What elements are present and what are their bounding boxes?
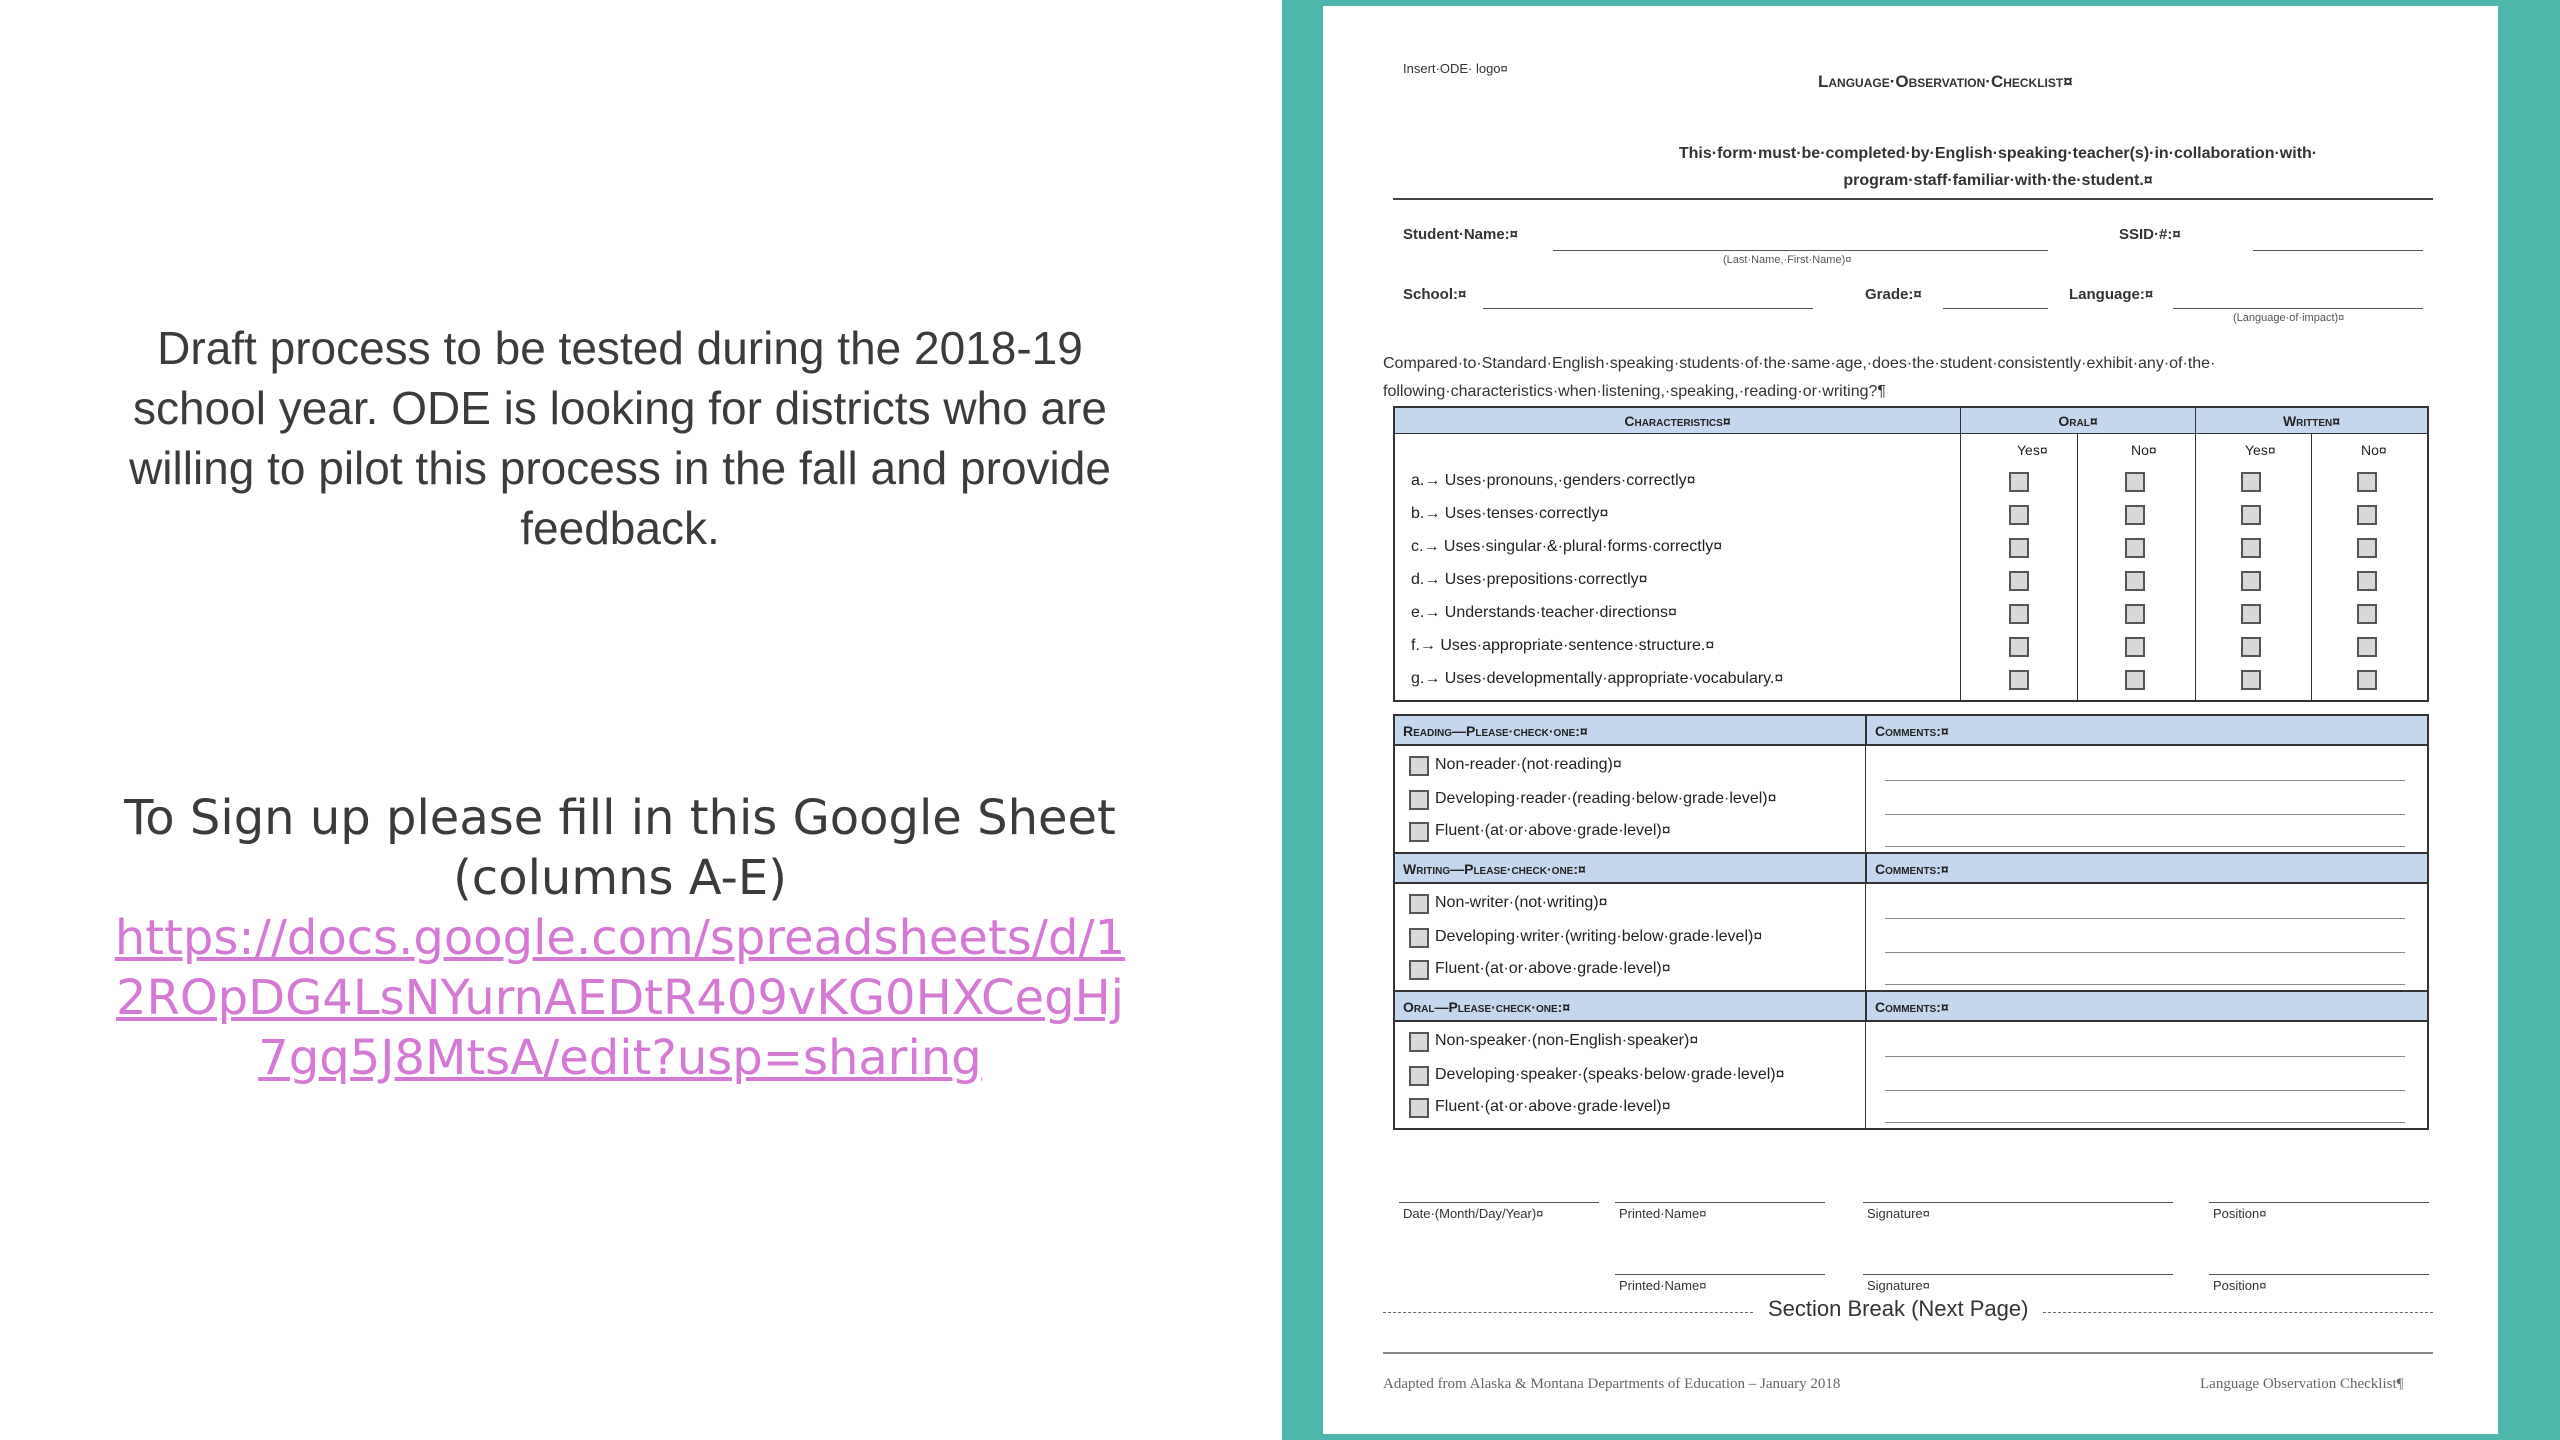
student-name-label: Student·Name:¤ [1403, 226, 1519, 243]
section-break-line-right [2043, 1312, 2433, 1314]
characteristic-checkbox[interactable] [2125, 505, 2145, 525]
position-label: Position¤ [2213, 1206, 2267, 1221]
signup-text: To Sign up please fill in this Google Sheet (columns A-E) [124, 790, 1116, 906]
signature-line-2[interactable] [1863, 1274, 2173, 1275]
characteristic-checkbox[interactable] [2125, 670, 2145, 690]
characteristic-row: e.→ Understands·teacher·directions¤ [1411, 604, 1677, 621]
signature-label-2: Signature¤ [1867, 1278, 1930, 1293]
school-label: School:¤ [1403, 286, 1467, 303]
logo-placeholder: Insert·ODE· logo¤ [1403, 61, 1508, 76]
characteristic-checkbox[interactable] [2009, 571, 2029, 591]
characteristic-checkbox[interactable] [2125, 538, 2145, 558]
characteristic-checkbox[interactable] [2241, 472, 2261, 492]
col-sep [1865, 992, 1866, 1128]
writing-option-checkbox[interactable] [1409, 928, 1429, 948]
question-text: Compared·to·Standard·English·speaking·students·of·the·same·age,·does·the·student·consistently·exhibit·any·of·the· following·characteristics·when·listening,·speaking,·reading·or·writing?¶ [1383, 355, 2216, 400]
instruction-text: This·form·must·be·completed·by·English·speaking·teacher(s)·in·collaboration·with· program·staff·familiar·with·the·student.¤ [1678, 145, 2318, 189]
oral-option-checkbox[interactable] [1409, 1098, 1429, 1118]
footer-rule [1383, 1352, 2433, 1354]
writing-option-checkbox[interactable] [1409, 894, 1429, 914]
header-divider [1393, 198, 2433, 200]
printed-name-label-2: Printed·Name¤ [1619, 1278, 1707, 1293]
characteristic-checkbox[interactable] [2125, 472, 2145, 492]
comment-line[interactable] [1885, 1090, 2405, 1091]
oral-section [1393, 990, 2429, 1130]
date-label: Date·(Month/Day/Year)¤ [1403, 1206, 1544, 1221]
position-label-2: Position¤ [2213, 1278, 2267, 1293]
printed-name-line-2[interactable] [1615, 1274, 1825, 1275]
oral-section-header: Oral—Please·check·one:¤ [1395, 992, 1865, 1022]
language-field[interactable] [2173, 308, 2423, 309]
oral-option: Fluent·(at·or·above·grade·level)¤ [1435, 1098, 1671, 1115]
school-field[interactable] [1483, 308, 1813, 309]
characteristic-checkbox[interactable] [2241, 571, 2261, 591]
comment-line[interactable] [1885, 814, 2405, 815]
characteristic-checkbox[interactable] [2009, 472, 2029, 492]
characteristic-checkbox[interactable] [2241, 538, 2261, 558]
writing-comments-header: Comments:¤ [1865, 854, 2427, 884]
reading-comments-header: Comments:¤ [1865, 716, 2427, 746]
oral-header: Oral¤ [1960, 408, 2195, 434]
col-sep [2077, 434, 2078, 700]
oral-option: Non-speaker·(non-English·speaker)¤ [1435, 1032, 1699, 1049]
characteristic-row: d.→ Uses·prepositions·correctly¤ [1411, 571, 1648, 588]
col-sep [1865, 854, 1866, 990]
google-sheet-link[interactable]: https://docs.google.com/spreadsheets/d/12ROpDG4LsNYurnAEDtR409vKG0HXCegHj7gq5J8MtsA/edit?usp=sharing [114, 910, 1126, 1086]
section-break-text: Section Break (Next Page) [1768, 1296, 2029, 1321]
characteristic-checkbox[interactable] [2241, 637, 2261, 657]
characteristic-row: a.→ Uses·pronouns,·genders·correctly¤ [1411, 472, 1696, 489]
reading-option: Developing·reader·(reading·below·grade·level)¤ [1435, 790, 1777, 807]
characteristic-checkbox[interactable] [2357, 571, 2377, 591]
characteristic-checkbox[interactable] [2357, 670, 2377, 690]
characteristic-row: f.→ Uses·appropriate·sentence·structure.¤ [1411, 637, 1715, 654]
footer-title: Language Observation Checklist¶ [2200, 1376, 2404, 1392]
signature-line[interactable] [1863, 1202, 2173, 1203]
reading-option: Non-reader·(not·reading)¤ [1435, 756, 1622, 773]
written-no-header: No¤ [2361, 442, 2387, 458]
col-sep [2195, 408, 2196, 700]
writing-header: Writing—Please·check·one:¤ [1395, 854, 1865, 884]
printed-name-label: Printed·Name¤ [1619, 1206, 1707, 1221]
characteristic-checkbox[interactable] [2357, 538, 2377, 558]
writing-section [1393, 852, 2429, 992]
reading-header: Reading—Please·check·one:¤ [1395, 716, 1865, 746]
col-sep [1865, 716, 1866, 852]
reading-option: Fluent·(at·or·above·grade·level)¤ [1435, 822, 1671, 839]
language-label: Language:¤ [2069, 286, 2154, 303]
characteristic-checkbox[interactable] [2125, 571, 2145, 591]
document-title: Language·Observation·Checklist¤ [1818, 72, 2073, 91]
name-hint: (Last·Name,·First·Name)¤ [1723, 254, 1852, 266]
reading-option-checkbox[interactable] [1409, 756, 1429, 776]
position-line-2[interactable] [2209, 1274, 2429, 1275]
writing-option: Fluent·(at·or·above·grade·level)¤ [1435, 960, 1671, 977]
characteristic-checkbox[interactable] [2357, 472, 2377, 492]
grade-label: Grade:¤ [1865, 286, 1922, 303]
language-hint: (Language·of·impact)¤ [2233, 312, 2345, 324]
characteristic-row: c.→ Uses·singular·&·plural·forms·correctly¤ [1411, 538, 1723, 555]
signup-block [110, 788, 1130, 1088]
col-sep [1960, 408, 1961, 700]
grade-field[interactable] [1943, 308, 2048, 309]
student-name-field[interactable] [1553, 250, 2048, 251]
comment-line[interactable] [1885, 780, 2405, 781]
reading-option-checkbox[interactable] [1409, 822, 1429, 842]
characteristic-checkbox[interactable] [2009, 670, 2029, 690]
characteristic-checkbox[interactable] [2241, 604, 2261, 624]
characteristic-checkbox[interactable] [2357, 505, 2377, 525]
characteristic-checkbox[interactable] [2357, 604, 2377, 624]
date-line[interactable] [1399, 1202, 1599, 1203]
writing-option: Non-writer·(not·writing)¤ [1435, 894, 1608, 911]
characteristic-checkbox[interactable] [2241, 670, 2261, 690]
comment-line[interactable] [1885, 846, 2405, 847]
writing-option-checkbox[interactable] [1409, 960, 1429, 980]
characteristic-checkbox[interactable] [2009, 637, 2029, 657]
oral-option-checkbox[interactable] [1409, 1066, 1429, 1086]
comment-line[interactable] [1885, 984, 2405, 985]
writing-option: Developing·writer·(writing·below·grade·level)¤ [1435, 928, 1763, 945]
characteristic-checkbox[interactable] [2009, 538, 2029, 558]
comment-line[interactable] [1885, 952, 2405, 953]
characteristic-checkbox[interactable] [2241, 505, 2261, 525]
characteristic-row: b.→ Uses·tenses·correctly¤ [1411, 505, 1609, 522]
characteristics-header: Characteristics¤ [1395, 408, 1960, 434]
characteristic-checkbox[interactable] [2125, 637, 2145, 657]
written-yes-header: Yes¤ [2245, 442, 2276, 458]
checklist-document [1323, 6, 2498, 1434]
col-sep [2311, 434, 2312, 700]
oral-no-header: No¤ [2131, 442, 2157, 458]
characteristic-checkbox[interactable] [2009, 505, 2029, 525]
section-break-line-left [1383, 1312, 1753, 1314]
characteristic-checkbox[interactable] [2125, 604, 2145, 624]
draft-process-paragraph: Draft process to be tested during the 2018-19 school year. ODE is looking for districts who are willing to pilot this process in the fall and provide feedback. [129, 322, 1111, 554]
oral-option-checkbox[interactable] [1409, 1032, 1429, 1052]
oral-comments-header: Comments:¤ [1865, 992, 2427, 1022]
reading-section [1393, 714, 2429, 854]
oral-yes-header: Yes¤ [2017, 442, 2048, 458]
reading-option-checkbox[interactable] [1409, 790, 1429, 810]
comment-line[interactable] [1885, 1056, 2405, 1057]
footer-source: Adapted from Alaska & Montana Departments of Education – January 2018 [1383, 1376, 1841, 1392]
characteristic-checkbox[interactable] [2009, 604, 2029, 624]
printed-name-line[interactable] [1615, 1202, 1825, 1203]
position-line[interactable] [2209, 1202, 2429, 1203]
ssid-field[interactable] [2253, 250, 2423, 251]
written-header: Written¤ [2195, 408, 2427, 434]
characteristic-row: g.→ Uses·developmentally·appropriate·vocabulary.¤ [1411, 670, 1784, 687]
comment-line[interactable] [1885, 918, 2405, 919]
characteristics-table [1393, 406, 2429, 702]
oral-option: Developing·speaker·(speaks·below·grade·level)¤ [1435, 1066, 1785, 1083]
comment-line[interactable] [1885, 1122, 2405, 1123]
characteristic-checkbox[interactable] [2357, 637, 2377, 657]
signature-label: Signature¤ [1867, 1206, 1930, 1221]
ssid-label: SSID·#:¤ [2119, 226, 2181, 243]
